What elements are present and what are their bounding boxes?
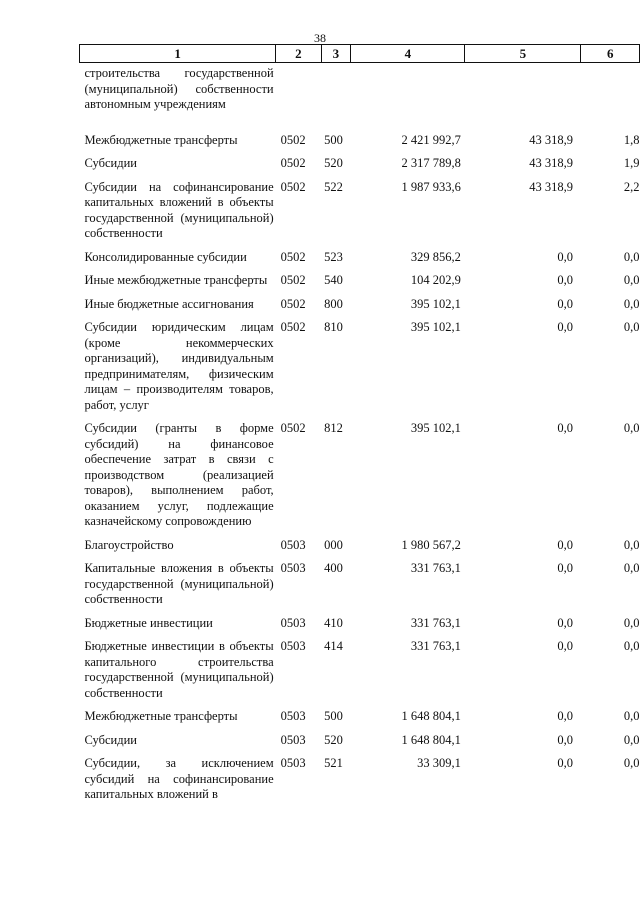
row-col5-cell: 43 318,9 — [529, 179, 573, 194]
table-row — [80, 616, 640, 640]
row-amount-cell: 33 309,1 — [417, 756, 461, 770]
row-section-cell: 0502 — [280, 421, 306, 435]
table-row — [80, 250, 640, 274]
row-amount-cell: 1 648 804,1 — [401, 732, 461, 747]
table-row — [80, 733, 640, 757]
row-amount-cell — [351, 63, 465, 133]
row-section-cell — [276, 63, 321, 133]
table-body — [80, 63, 640, 811]
row-amount-cell: 1 987 933,6 — [401, 179, 461, 194]
row-section-cell: 0502 — [280, 156, 306, 170]
table-header — [80, 45, 640, 63]
row-name-cell: Субсидии (гранты в форме субсидий) на финансовое обеспечение затрат в связи с производством (реализацией товаров), выполнением работ, оказанием услуг, подлежащие казначейскому сопровождению — [84, 421, 274, 528]
row-col6-cell: 1,9 — [623, 156, 640, 170]
table-row — [80, 709, 640, 733]
row-name-cell: Бюджетные инвестиции в объекты капитального строительства государственной (муниципальной) собственности — [84, 639, 274, 700]
row-amount-cell: 331 763,1 — [410, 639, 461, 653]
row-kind-cell: 520 — [324, 732, 343, 747]
row-name-cell: Субсидии — [84, 156, 137, 170]
table-row — [80, 538, 640, 562]
row-amount-cell: 331 763,1 — [410, 561, 461, 575]
row-col6-cell: 0,0 — [623, 273, 640, 287]
row-amount-cell: 104 202,9 — [410, 273, 461, 287]
row-col6-cell: 0,0 — [623, 615, 640, 630]
row-kind-cell: 800 — [324, 296, 343, 311]
row-col6-cell: 1,8 — [623, 132, 640, 147]
row-kind-cell — [321, 63, 351, 133]
row-col5-cell: 0,0 — [557, 709, 573, 723]
row-col5-cell — [465, 63, 581, 133]
row-section-cell: 0502 — [280, 320, 306, 334]
row-section-cell: 0503 — [280, 639, 306, 653]
page-number: 38 — [314, 31, 326, 45]
header-col-6: 6 — [581, 45, 640, 63]
row-name-cell: Межбюджетные трансферты — [84, 709, 238, 723]
row-kind-cell: 520 — [324, 156, 343, 170]
row-section-cell: 0503 — [280, 709, 306, 723]
header-col-3: 3 — [321, 45, 351, 63]
row-col6-cell: 0,0 — [623, 709, 640, 723]
row-col6-cell: 0,0 — [623, 756, 640, 770]
row-kind-cell: 540 — [324, 273, 343, 287]
table-row — [80, 561, 640, 616]
row-amount-cell: 2 421 992,7 — [401, 132, 461, 147]
row-kind-cell: 521 — [324, 756, 343, 770]
row-col6-cell: 0,0 — [623, 296, 640, 311]
row-col6-cell — [581, 63, 640, 133]
row-name-cell: Благоустройство — [84, 537, 174, 552]
table-row — [80, 63, 640, 133]
row-kind-cell: 414 — [324, 639, 343, 653]
row-section-cell: 0502 — [280, 132, 306, 147]
row-col5-cell: 0,0 — [557, 615, 573, 630]
row-name-cell: Иные межбюджетные трансферты — [84, 273, 268, 287]
row-kind-cell: 810 — [324, 320, 343, 334]
row-name-cell: Капитальные вложения в объекты государственной (муниципальной) собственности — [84, 561, 274, 606]
row-section-cell: 0503 — [280, 615, 306, 630]
row-name-cell: Субсидии — [84, 732, 137, 747]
row-name-cell: Межбюджетные трансферты — [84, 132, 238, 147]
row-col6-cell: 0,0 — [623, 421, 640, 435]
row-kind-cell: 812 — [324, 421, 343, 435]
row-col5-cell: 0,0 — [557, 561, 573, 575]
row-col5-cell: 0,0 — [557, 639, 573, 653]
row-section-cell: 0503 — [280, 732, 306, 747]
row-section-cell: 0502 — [280, 249, 306, 264]
row-kind-cell: 522 — [324, 179, 343, 194]
row-kind-cell: 500 — [324, 709, 343, 723]
row-section-cell: 0503 — [280, 537, 306, 552]
row-amount-cell: 1 648 804,1 — [401, 709, 461, 723]
table-row — [80, 320, 640, 421]
row-col5-cell: 0,0 — [557, 296, 573, 311]
row-col6-cell: 0,0 — [623, 561, 640, 575]
table-row — [80, 180, 640, 250]
row-name-cell: Консолидированные субсидии — [84, 249, 247, 264]
row-amount-cell: 1 980 567,2 — [401, 537, 461, 552]
row-name-cell: Субсидии, за исключением субсидий на софинансирование капитальных вложений в — [84, 756, 274, 801]
row-amount-cell: 329 856,2 — [410, 249, 461, 264]
row-col6-cell: 0,0 — [623, 639, 640, 653]
table-row — [80, 297, 640, 321]
row-col5-cell: 0,0 — [557, 273, 573, 287]
row-section-cell: 0503 — [280, 756, 306, 770]
row-col5-cell: 0,0 — [557, 756, 573, 770]
table-row — [80, 421, 640, 538]
row-col5-cell: 43 318,9 — [529, 156, 573, 170]
row-col5-cell: 0,0 — [557, 537, 573, 552]
row-section-cell: 0503 — [280, 561, 306, 575]
row-kind-cell: 500 — [324, 132, 343, 147]
table-row — [80, 756, 640, 811]
row-col5-cell: 43 318,9 — [529, 132, 573, 147]
row-col6-cell: 0,0 — [623, 537, 640, 552]
table-row — [80, 156, 640, 180]
row-amount-cell: 2 317 789,8 — [401, 156, 461, 170]
row-section-cell: 0502 — [280, 179, 306, 194]
row-amount-cell: 331 763,1 — [410, 615, 461, 630]
header-col-1: 1 — [80, 45, 276, 63]
table-row — [80, 133, 640, 157]
row-col5-cell: 0,0 — [557, 320, 573, 334]
row-col5-cell: 0,0 — [557, 732, 573, 747]
row-kind-cell: 400 — [324, 561, 343, 575]
row-col6-cell: 2,2 — [623, 179, 640, 194]
row-col6-cell: 0,0 — [623, 732, 640, 747]
row-kind-cell: 000 — [324, 537, 343, 552]
row-amount-cell: 395 102,1 — [410, 320, 461, 334]
header-col-4: 4 — [351, 45, 465, 63]
row-section-cell: 0502 — [280, 273, 306, 287]
row-col6-cell: 0,0 — [623, 249, 640, 264]
row-name-cell: Субсидии на софинансирование капитальных вложений в объекты государственной (муниципальной) собственности — [84, 179, 274, 240]
row-amount-cell: 395 102,1 — [410, 296, 461, 311]
row-col5-cell: 0,0 — [557, 421, 573, 435]
row-name-cell: строительства государственной (муниципальной) собственности автономным учреждениям — [84, 66, 274, 111]
header-col-2: 2 — [276, 45, 321, 63]
header-col-5: 5 — [465, 45, 581, 63]
row-kind-cell: 410 — [324, 615, 343, 630]
row-kind-cell: 523 — [324, 249, 343, 264]
table-row — [80, 639, 640, 709]
row-col5-cell: 0,0 — [557, 249, 573, 264]
row-section-cell: 0502 — [280, 296, 306, 311]
table-row — [80, 273, 640, 297]
row-name-cell: Субсидии юридическим лицам (кроме некоммерческих организаций), индивидуальным предпринимателям, физическим лицам – производителям товаров, работ, услуг — [84, 320, 274, 412]
row-name-cell: Иные бюджетные ассигнования — [84, 296, 254, 311]
row-amount-cell: 395 102,1 — [410, 421, 461, 435]
row-col6-cell: 0,0 — [623, 320, 640, 334]
row-name-cell: Бюджетные инвестиции — [84, 615, 213, 630]
budget-table — [79, 44, 640, 811]
